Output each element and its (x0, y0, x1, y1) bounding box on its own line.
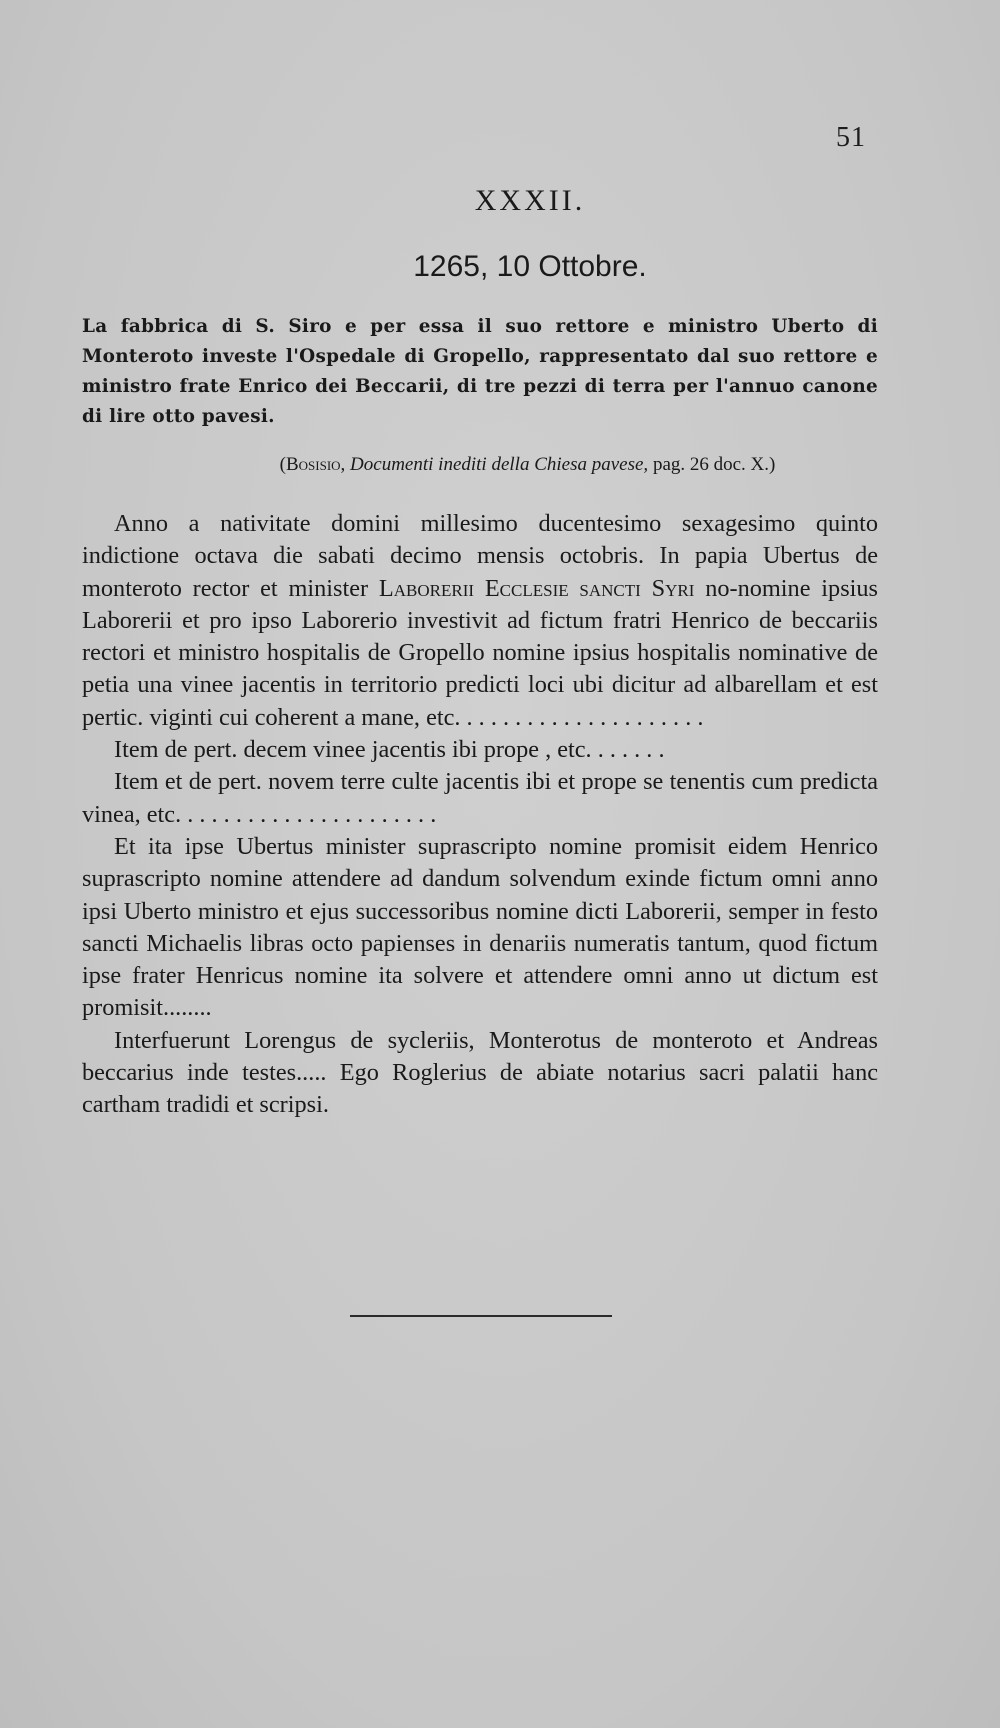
paragraph-1-text-a: Anno a nativitate domini millesimo ducentesimo sexagesimo quinto indictione octava die sabati decimo mensis octobris. In papia Ubertus de monteroto rector et minister (82, 510, 878, 602)
body-paragraph-2: Item de pert. decem vinee jacentis ibi prope , etc. . . . . . . (114, 736, 665, 764)
body-paragraph-4: Et ita ipse Ubertus minister suprascripto nomine promisit eidem Henrico suprascripto nomine attendere ad dandum solvendum exinde fictum omni anno ipsi Uberto ministro et ejus successoribus nomine dicti Laborerii, semper in festo sancti Michaelis libras octo papienses in denariis numeratis tantum, quod fictum ipse frater Henricus nomine ita solvere et attendere omni anno ut dictum est promisit........ (82, 832, 878, 1022)
document-body (82, 508, 878, 1122)
citation-author: Bosisio, (285, 454, 346, 475)
source-citation (0, 454, 1000, 476)
document-summary: La fabbrica di S. Siro e per essa il suo rettore e ministro Uberto di Monteroto investe l'Ospedale di Gropello, rappresentato dal suo rettore e ministro frate Enrico dei Beccarii, di tre pezzi di terra per l'annuo canone di lire otto pavesi. (82, 316, 878, 427)
paragraph-1-small-caps: Laborerii Ecclesie sancti Syri (378, 574, 695, 602)
citation-open: ( (279, 454, 286, 475)
page-number: 51 (836, 122, 866, 153)
body-paragraph-3: Item et de pert. novem terre culte jacentis ibi et prope se tenentis cum predicta vinea, etc. . . . . . . . . . . . . . . . . . . . . . (82, 768, 878, 828)
citation-ref: pag. 26 doc. X.) (652, 454, 776, 475)
document-number: XXXII. (474, 184, 586, 217)
end-rule (350, 1315, 612, 1317)
paragraph-1-text-b: no-nomine ipsius Laborerii et pro ipso Laborerio investivit ad fictum fratri Henrico de beccariis rectori et ministro hospitalis de Gropello nomine ipsius hospitalis nominative de petia una vinee jacentis in territorio predicti loci ubi dicitur ad albarellam et est pertic. viginti cui coherent a mane, etc. . . . . . . . . . . . . . . . . . . . . (82, 574, 879, 731)
body-paragraph-1 (82, 508, 878, 734)
document-date: 1265, 10 Ottobre. (413, 250, 647, 283)
citation-title: Documenti inediti della Chiesa pavese, (350, 454, 649, 475)
body-paragraph-5: Interfuerunt Lorengus de sycleriis, Monterotus de monteroto et Andreas beccarius inde testes..... Ego Roglerius de abiate notarius sacri palatii hanc cartham tradidi et scripsi. (82, 1026, 878, 1119)
